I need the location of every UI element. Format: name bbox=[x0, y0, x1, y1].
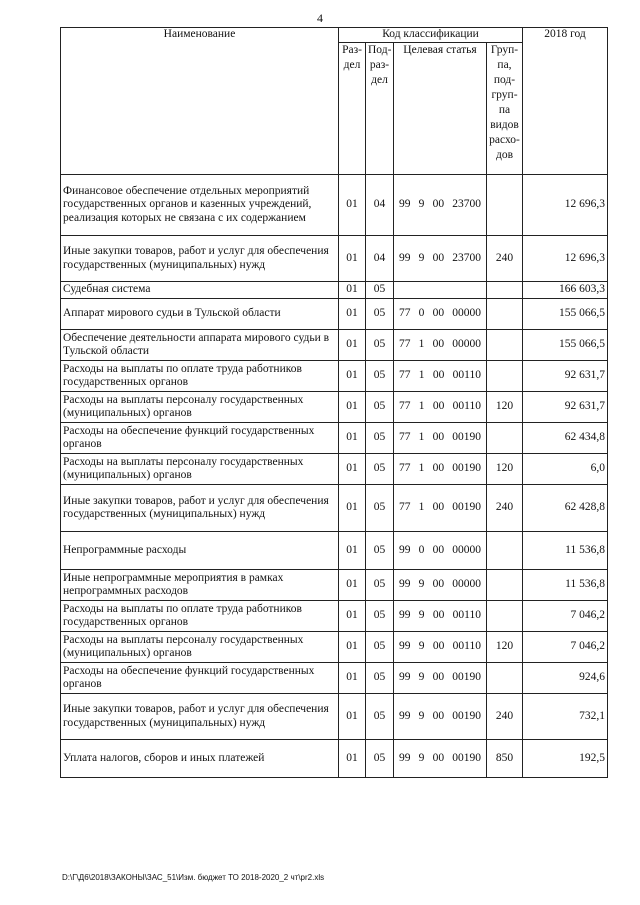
row-target-part: 9 bbox=[418, 751, 425, 764]
header-group: Груп-па, под-груп-па видов расхо-дов bbox=[487, 43, 523, 175]
row-group: 240 bbox=[487, 485, 523, 532]
row-section: 01 bbox=[339, 532, 366, 570]
row-target-part: 99 bbox=[399, 609, 411, 622]
row-subsection: 05 bbox=[366, 663, 394, 694]
row-subsection: 05 bbox=[366, 454, 394, 485]
row-subsection: 05 bbox=[366, 485, 394, 532]
row-group: 120 bbox=[487, 392, 523, 423]
row-target bbox=[394, 740, 487, 778]
table-row bbox=[61, 236, 608, 282]
row-target bbox=[394, 330, 487, 361]
row-target bbox=[394, 570, 487, 601]
row-target-part: 00190 bbox=[452, 462, 481, 475]
row-name: Иные закупки товаров, работ и услуг для обеспечения государственных (муниципальных) нужд bbox=[61, 485, 339, 532]
row-section: 01 bbox=[339, 663, 366, 694]
row-section: 01 bbox=[339, 454, 366, 485]
row-target-part: 00 bbox=[432, 609, 445, 622]
table-row bbox=[61, 632, 608, 663]
row-group bbox=[487, 423, 523, 454]
row-subsection: 04 bbox=[366, 175, 394, 236]
row-section: 01 bbox=[339, 175, 366, 236]
table-row bbox=[61, 392, 608, 423]
row-target-part: 00 bbox=[432, 400, 445, 413]
budget-table bbox=[60, 27, 608, 778]
row-subsection: 05 bbox=[366, 330, 394, 361]
row-section: 01 bbox=[339, 392, 366, 423]
row-target bbox=[394, 423, 487, 454]
row-group: 850 bbox=[487, 740, 523, 778]
row-name: Финансовое обеспечение отдельных мероприятий государственных органов и казенных учреждений, реализация которых не связана с их содержанием bbox=[61, 175, 339, 236]
row-target-part: 00 bbox=[432, 709, 445, 722]
header-section: Раз-дел bbox=[339, 43, 366, 175]
row-target-part: 77 bbox=[399, 307, 411, 320]
row-target-part: 1 bbox=[418, 338, 425, 351]
row-target bbox=[394, 361, 487, 392]
row-section: 01 bbox=[339, 601, 366, 632]
table-row bbox=[61, 601, 608, 632]
row-name: Иные закупки товаров, работ и услуг для обеспечения государственных (муниципальных) нужд bbox=[61, 236, 339, 282]
row-subsection: 05 bbox=[366, 570, 394, 601]
row-target bbox=[394, 299, 487, 330]
row-target-part: 77 bbox=[399, 431, 411, 444]
row-amount: 166 603,3 bbox=[523, 282, 608, 299]
row-target-part: 00110 bbox=[452, 609, 481, 622]
row-amount: 732,1 bbox=[523, 694, 608, 740]
row-name: Расходы на обеспечение функций государственных органов bbox=[61, 423, 339, 454]
row-target-part: 00 bbox=[432, 198, 445, 211]
row-target-part: 00 bbox=[432, 369, 445, 382]
row-name: Расходы на выплаты по оплате труда работников государственных органов bbox=[61, 601, 339, 632]
row-target-part: 00 bbox=[432, 462, 445, 475]
row-target-part: 99 bbox=[399, 709, 411, 722]
row-amount: 924,6 bbox=[523, 663, 608, 694]
row-target bbox=[394, 454, 487, 485]
row-target bbox=[394, 282, 487, 299]
row-section: 01 bbox=[339, 740, 366, 778]
row-target-part: 77 bbox=[399, 501, 411, 514]
table-row bbox=[61, 282, 608, 299]
row-target-part: 77 bbox=[399, 338, 411, 351]
row-target-part: 77 bbox=[399, 400, 411, 413]
row-target-part: 1 bbox=[418, 400, 425, 413]
row-subsection: 05 bbox=[366, 740, 394, 778]
row-subsection: 05 bbox=[366, 392, 394, 423]
table-row bbox=[61, 299, 608, 330]
row-amount: 62 428,8 bbox=[523, 485, 608, 532]
row-subsection: 04 bbox=[366, 236, 394, 282]
row-group: 120 bbox=[487, 632, 523, 663]
table-row bbox=[61, 423, 608, 454]
row-name: Непрограммные расходы bbox=[61, 532, 339, 570]
row-name: Иные закупки товаров, работ и услуг для обеспечения государственных (муниципальных) нужд bbox=[61, 694, 339, 740]
row-target-part: 23700 bbox=[452, 251, 481, 264]
row-section: 01 bbox=[339, 423, 366, 454]
header-name: Наименование bbox=[61, 28, 339, 175]
row-group bbox=[487, 361, 523, 392]
row-target bbox=[394, 175, 487, 236]
row-amount: 155 066,5 bbox=[523, 299, 608, 330]
row-target-part: 00190 bbox=[452, 501, 481, 514]
row-section: 01 bbox=[339, 361, 366, 392]
row-target-part: 00000 bbox=[452, 338, 481, 351]
row-amount: 12 696,3 bbox=[523, 236, 608, 282]
row-name: Расходы на выплаты персоналу государственных (муниципальных) органов bbox=[61, 454, 339, 485]
row-section: 01 bbox=[339, 282, 366, 299]
row-amount: 155 066,5 bbox=[523, 330, 608, 361]
row-target-part: 00 bbox=[432, 578, 445, 591]
row-section: 01 bbox=[339, 236, 366, 282]
row-target-part: 00190 bbox=[452, 671, 481, 684]
row-target-part: 99 bbox=[399, 751, 411, 764]
row-target-part: 00 bbox=[432, 307, 445, 320]
row-subsection: 05 bbox=[366, 423, 394, 454]
row-target-part: 9 bbox=[418, 640, 425, 653]
row-section: 01 bbox=[339, 330, 366, 361]
row-target-part: 00190 bbox=[452, 709, 481, 722]
row-name: Расходы на выплаты персоналу государственных (муниципальных) органов bbox=[61, 392, 339, 423]
header-subsection: Под-раз-дел bbox=[366, 43, 394, 175]
table-row bbox=[61, 663, 608, 694]
row-target-part: 00 bbox=[432, 751, 445, 764]
row-target-part: 00 bbox=[432, 251, 445, 264]
row-target-part: 1 bbox=[418, 462, 425, 475]
table-row bbox=[61, 532, 608, 570]
row-target-part: 77 bbox=[399, 462, 411, 475]
row-section: 01 bbox=[339, 570, 366, 601]
row-target bbox=[394, 601, 487, 632]
row-target-part: 00110 bbox=[452, 640, 481, 653]
row-target-part: 9 bbox=[418, 671, 425, 684]
table-body bbox=[61, 175, 608, 778]
row-target bbox=[394, 532, 487, 570]
row-target-part: 0 bbox=[418, 307, 425, 320]
row-target-part: 9 bbox=[418, 251, 425, 264]
row-target-part: 00190 bbox=[452, 431, 481, 444]
row-name: Расходы на обеспечение функций государственных органов bbox=[61, 663, 339, 694]
row-subsection: 05 bbox=[366, 361, 394, 392]
row-target-part: 9 bbox=[418, 609, 425, 622]
row-amount: 92 631,7 bbox=[523, 392, 608, 423]
row-target-part: 00110 bbox=[452, 369, 481, 382]
row-target-part: 23700 bbox=[452, 198, 481, 211]
table-row bbox=[61, 694, 608, 740]
table-row bbox=[61, 361, 608, 392]
row-section: 01 bbox=[339, 632, 366, 663]
table-row bbox=[61, 330, 608, 361]
row-group bbox=[487, 330, 523, 361]
row-subsection: 05 bbox=[366, 299, 394, 330]
row-name: Расходы на выплаты по оплате труда работников государственных органов bbox=[61, 361, 339, 392]
row-target-part: 1 bbox=[418, 501, 425, 514]
row-subsection: 05 bbox=[366, 632, 394, 663]
row-group bbox=[487, 282, 523, 299]
row-amount: 62 434,8 bbox=[523, 423, 608, 454]
row-amount: 11 536,8 bbox=[523, 532, 608, 570]
table-row bbox=[61, 175, 608, 236]
row-target bbox=[394, 392, 487, 423]
row-target-part: 00000 bbox=[452, 543, 481, 556]
header-year: 2018 год bbox=[523, 28, 608, 175]
row-group: 240 bbox=[487, 236, 523, 282]
row-target-part: 99 bbox=[399, 251, 411, 264]
row-group bbox=[487, 532, 523, 570]
row-target-part: 9 bbox=[418, 709, 425, 722]
row-name: Обеспечение деятельности аппарата мирового судьи в Тульской области bbox=[61, 330, 339, 361]
row-group bbox=[487, 601, 523, 632]
row-target-part: 9 bbox=[418, 198, 425, 211]
row-amount: 12 696,3 bbox=[523, 175, 608, 236]
row-name: Иные непрограммные мероприятия в рамках непрограммных расходов bbox=[61, 570, 339, 601]
row-target bbox=[394, 694, 487, 740]
row-target-part: 99 bbox=[399, 671, 411, 684]
row-target-part: 00110 bbox=[452, 400, 481, 413]
row-target-part: 00 bbox=[432, 501, 445, 514]
row-name: Расходы на выплаты персоналу государственных (муниципальных) органов bbox=[61, 632, 339, 663]
row-target-part: 1 bbox=[418, 431, 425, 444]
row-group bbox=[487, 175, 523, 236]
row-group bbox=[487, 570, 523, 601]
row-group bbox=[487, 663, 523, 694]
row-target bbox=[394, 663, 487, 694]
row-amount: 92 631,7 bbox=[523, 361, 608, 392]
row-name: Уплата налогов, сборов и иных платежей bbox=[61, 740, 339, 778]
header-classification: Код классификации bbox=[339, 28, 523, 43]
row-target-part: 00 bbox=[432, 543, 445, 556]
row-amount: 11 536,8 bbox=[523, 570, 608, 601]
row-group: 120 bbox=[487, 454, 523, 485]
row-subsection: 05 bbox=[366, 282, 394, 299]
row-target-part: 99 bbox=[399, 543, 411, 556]
row-group: 240 bbox=[487, 694, 523, 740]
row-target-part: 99 bbox=[399, 198, 411, 211]
row-subsection: 05 bbox=[366, 532, 394, 570]
row-target-part: 00000 bbox=[452, 307, 481, 320]
row-amount: 7 046,2 bbox=[523, 601, 608, 632]
row-amount: 192,5 bbox=[523, 740, 608, 778]
row-subsection: 05 bbox=[366, 601, 394, 632]
row-target-part: 00190 bbox=[452, 751, 481, 764]
row-subsection: 05 bbox=[366, 694, 394, 740]
row-name: Аппарат мирового судьи в Тульской области bbox=[61, 299, 339, 330]
row-target-part: 9 bbox=[418, 578, 425, 591]
row-target-part: 00 bbox=[432, 338, 445, 351]
row-target-part: 0 bbox=[418, 543, 425, 556]
row-target-part: 99 bbox=[399, 640, 411, 653]
row-target bbox=[394, 485, 487, 532]
row-group bbox=[487, 299, 523, 330]
row-name: Судебная система bbox=[61, 282, 339, 299]
footer-path: D:\Г\Д6\2018\ЗАКОНЫ\ЗАС_51\Изм. бюджет ТО 2018-2020_2 чт\pr2.xls bbox=[62, 873, 325, 882]
row-amount: 7 046,2 bbox=[523, 632, 608, 663]
row-target-part: 00000 bbox=[452, 578, 481, 591]
row-target-part: 00 bbox=[432, 640, 445, 653]
row-target-part: 1 bbox=[418, 369, 425, 382]
table-row bbox=[61, 454, 608, 485]
table-row bbox=[61, 485, 608, 532]
row-amount: 6,0 bbox=[523, 454, 608, 485]
row-target bbox=[394, 236, 487, 282]
row-target-part: 00 bbox=[432, 671, 445, 684]
page-number: 4 bbox=[317, 11, 323, 25]
row-target-part: 77 bbox=[399, 369, 411, 382]
row-target bbox=[394, 632, 487, 663]
row-section: 01 bbox=[339, 694, 366, 740]
header-target: Целевая статья bbox=[394, 43, 487, 175]
row-target-part: 00 bbox=[432, 431, 445, 444]
row-section: 01 bbox=[339, 299, 366, 330]
table-row bbox=[61, 570, 608, 601]
table-row bbox=[61, 740, 608, 778]
row-section: 01 bbox=[339, 485, 366, 532]
row-target-part: 99 bbox=[399, 578, 411, 591]
